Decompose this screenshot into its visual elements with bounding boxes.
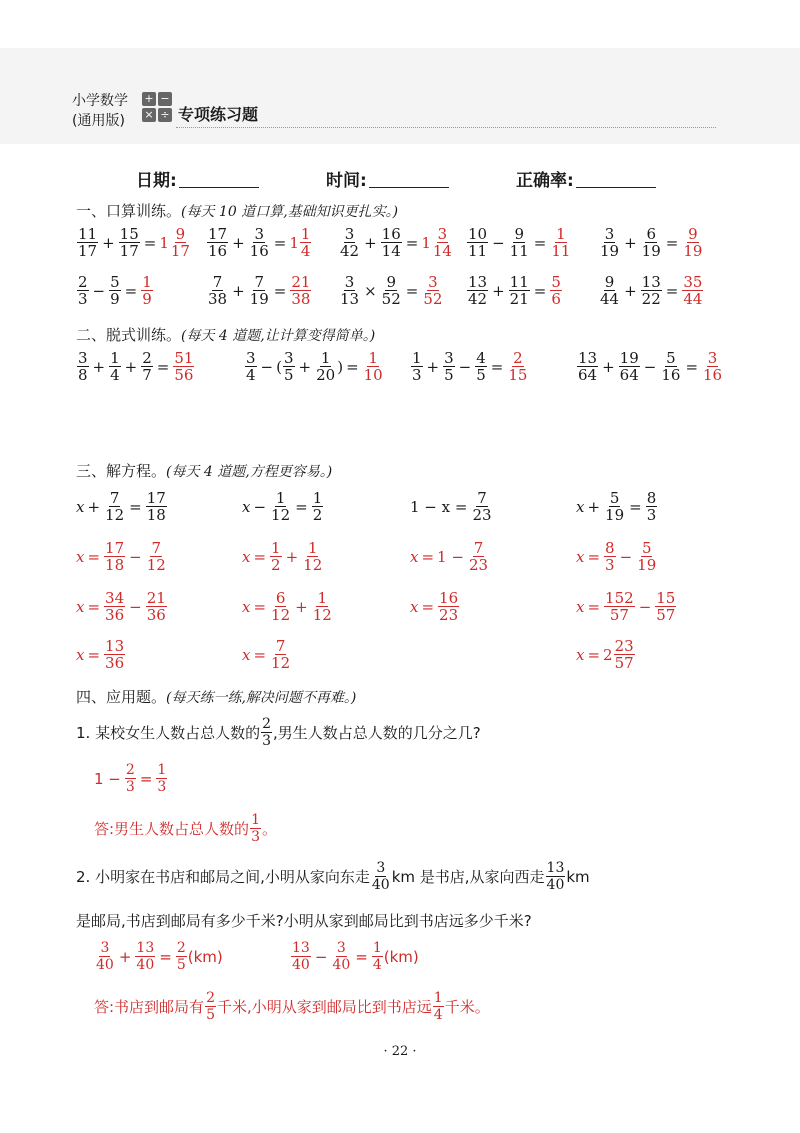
answer: 1: [159, 233, 169, 252]
stepwise-problem: $\frac{3}{4}$ − ( $\frac{3}{5}$ + $\frac{1}{20}$ ) = $\frac{1}{10}$: [246, 349, 383, 384]
solution-step: x = $\frac{17}{18}$ − $\frac{7}{12}$: [76, 539, 166, 574]
answer-fraction: $\frac{1}{4}$: [300, 225, 311, 260]
answer-fraction: $\frac{3}{16}$: [703, 349, 723, 384]
answer-fraction: $\frac{3}{52}$: [423, 273, 443, 308]
oral-problem: $\frac{3}{13}$ × $\frac{9}{52}$ = $\frac{3}{52}$: [340, 273, 443, 308]
answer-fraction: $\frac{9}{17}$: [170, 225, 190, 260]
section-tip: (每天 10 道口算,基础知识更扎实。): [181, 204, 399, 220]
answer-fraction: $\frac{51}{56}$: [174, 349, 194, 384]
series-edition: (通用版): [72, 113, 125, 129]
solution-step: x = $\frac{6}{12}$ + $\frac{1}{12}$: [242, 589, 332, 624]
oral-problem: $\frac{10}{11}$ − $\frac{9}{11}$ = $\frac{1}{11}$: [468, 225, 571, 260]
oral-problem: $\frac{3}{19}$ + $\frac{6}{19}$ = $\frac{9}{19}$: [600, 225, 703, 260]
divide-icon: ÷: [158, 108, 172, 122]
solution-step: x = $\frac{8}{3}$ − $\frac{5}{19}$: [576, 539, 657, 574]
oral-problem: $\frac{7}{38}$ + $\frac{7}{19}$ = $\frac{21}{38}$: [208, 273, 311, 308]
accuracy-blank[interactable]: [576, 172, 656, 188]
oral-problem: $\frac{11}{17}$ + $\frac{15}{17}$ = 1 $\frac{9}{17}$: [78, 225, 190, 260]
section-stepwise: [76, 324, 375, 345]
solution-result: x = 2 $\frac{23}{57}$: [576, 637, 634, 672]
series-name: 小学数学: [72, 93, 128, 109]
stepwise-problem: $\frac{13}{64}$ + $\frac{19}{64}$ − $\frac{5}{16}$ = $\frac{3}{16}$: [578, 349, 723, 384]
answer-fraction: $\frac{1}{10}$: [363, 349, 383, 384]
answer-fraction: $\frac{21}{38}$: [291, 273, 311, 308]
date-field[interactable]: [136, 166, 259, 191]
section-tip: (每天 4 道题,方程更容易。): [166, 464, 333, 480]
accuracy-label: 正确率:: [516, 171, 574, 191]
stepwise-problem: $\frac{1}{3}$ + $\frac{3}{5}$ − $\frac{4}{5}$ = $\frac{2}{15}$: [412, 349, 528, 384]
minus-icon: −: [158, 92, 172, 106]
equation: x + $\frac{7}{12}$ = $\frac{17}{18}$: [76, 489, 166, 524]
stepwise-problem: $\frac{3}{8}$ + $\frac{1}{4}$ + $\frac{2}{7}$ = $\frac{51}{56}$: [78, 349, 194, 384]
answer: 1: [421, 233, 431, 252]
times-icon: ×: [142, 108, 156, 122]
answer: 1: [289, 233, 299, 252]
answer-fraction: $\frac{1}{9}$: [142, 273, 152, 308]
word-problem-2-calc-1: $\frac{3}{40}$ + $\frac{13}{40}$ = $\frac{2}{5}$ (km): [96, 940, 223, 973]
oral-problem: $\frac{9}{44}$ + $\frac{13}{22}$ = $\frac{35}{44}$: [600, 273, 703, 308]
solution-step: x = $\frac{34}{36}$ − $\frac{21}{36}$: [76, 589, 166, 624]
oral-problem: $\frac{17}{16}$ + $\frac{3}{16}$ = 1 $\frac{1}{4}$: [208, 225, 311, 260]
section-equations: [76, 460, 332, 481]
page-title: 专项练习题: [178, 105, 259, 124]
plus-icon: +: [142, 92, 156, 106]
time-label: 时间:: [326, 171, 367, 191]
answer-fraction: $\frac{3}{14}$: [432, 225, 452, 260]
section-title: 一、口算训练。: [76, 202, 182, 220]
oral-problem: $\frac{3}{42}$ + $\frac{16}{14}$ = 1 $\frac{3}{14}$: [340, 225, 452, 260]
word-problem-1-calc: 1 − $\frac{2}{3}$ = $\frac{1}{3}$: [94, 762, 167, 795]
date-label: 日期:: [136, 171, 177, 191]
section-title: 四、应用题。: [76, 688, 167, 706]
answer-fraction: $\frac{9}{19}$: [683, 225, 703, 260]
word-problem-2-line2: 是邮局,书店到邮局有多少千米?小明从家到邮局比到书店远多少千米?: [76, 912, 532, 930]
oral-problem: $\frac{2}{3}$ − $\frac{5}{9}$ = $\frac{1}{9}$: [78, 273, 152, 308]
page-number: · 22 ·: [383, 1044, 417, 1059]
word-problem-2: 2. 小明家在书店和邮局之间,小明从家向东走 $\frac{3}{40}$ km 是书店,从家向西走 $\frac{13}{40}$ km: [76, 860, 590, 893]
section-tip: (每天练一练,解决问题不再难。): [166, 690, 357, 706]
date-blank[interactable]: [179, 172, 259, 188]
word-problem-2-answer: 答:书店到邮局有 $\frac{2}{5}$ 千米,小明从家到邮局比到书店远 $\frac{1}{4}$ 千米。: [94, 990, 490, 1023]
time-blank[interactable]: [369, 172, 449, 188]
solution-result: x = $\frac{7}{12}$: [242, 637, 291, 672]
answer-fraction: $\frac{5}{6}$: [551, 273, 561, 308]
word-problem-1-answer: 答:男生人数占总人数的 $\frac{1}{3}$ 。: [94, 812, 277, 845]
operators-logo: [142, 92, 174, 124]
word-problem-2-calc-2: $\frac{13}{40}$ − $\frac{3}{40}$ = $\frac{1}{4}$ (km): [292, 940, 419, 973]
word-problem-1: 1. 某校女生人数占总人数的 $\frac{2}{3}$ ,男生人数占总人数的几分之几?: [76, 716, 481, 749]
solution-step: x = $\frac{1}{2}$ + $\frac{1}{12}$: [242, 539, 323, 574]
solution-result: x = $\frac{13}{36}$: [76, 637, 125, 672]
solution-step: x = 1 − $\frac{7}{23}$: [410, 539, 489, 574]
answer-fraction: $\frac{35}{44}$: [683, 273, 703, 308]
equation: 1 − x = $\frac{7}{23}$: [410, 489, 492, 524]
section-oral: [76, 200, 398, 221]
header-divider: [176, 127, 716, 128]
answer-fraction: $\frac{2}{15}$: [508, 349, 528, 384]
section-title: 三、解方程。: [76, 462, 167, 480]
section-word-problems: [76, 686, 356, 707]
section-tip: (每天 4 道题,让计算变得简单。): [181, 328, 376, 344]
oral-problem: $\frac{13}{42}$ + $\frac{11}{21}$ = $\frac{5}{6}$: [468, 273, 561, 308]
time-field[interactable]: [326, 166, 449, 191]
equation: x − $\frac{1}{12}$ = $\frac{1}{2}$: [242, 489, 323, 524]
accuracy-field[interactable]: [516, 166, 656, 191]
solution-result: x = $\frac{16}{23}$: [410, 589, 459, 624]
section-title: 二、脱式训练。: [76, 326, 182, 344]
solution-step: x = $\frac{152}{57}$ − $\frac{15}{57}$: [576, 589, 676, 624]
equation: x + $\frac{5}{19}$ = $\frac{8}{3}$: [576, 489, 657, 524]
answer-fraction: $\frac{1}{11}$: [551, 225, 571, 260]
